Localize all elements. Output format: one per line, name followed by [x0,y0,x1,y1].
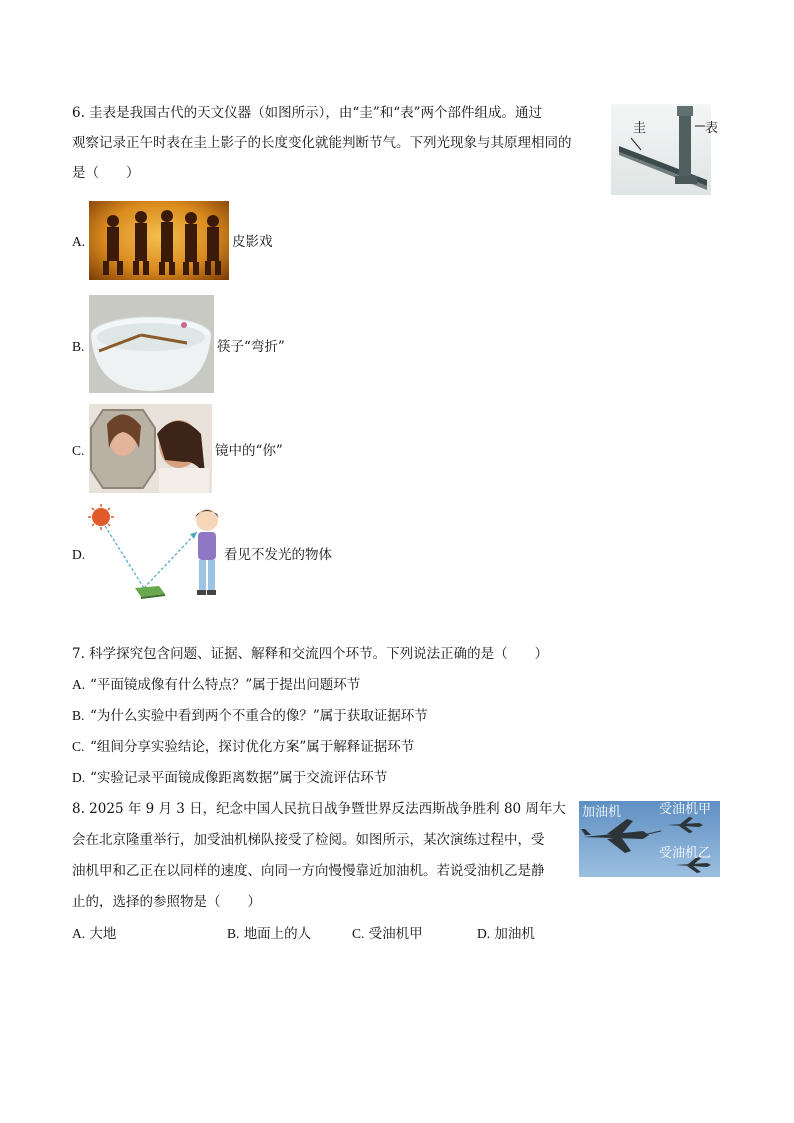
q8-option-a-text: 大地 [89,926,117,942]
q7-option-b-letter: B. [72,708,85,723]
guibiao-illustration [611,104,711,195]
q8-stem-line3: 油机甲和乙正在以同样的速度、向同一方向慢慢靠近加油机。若说受油机乙是静 [72,863,545,879]
q6-option-d-letter: D. [72,547,86,562]
q8-option-b-text: 地面上的人 [243,926,312,942]
q8-option-d [477,925,535,943]
q8-option-d-text: 加油机 [494,926,535,942]
receiver-jia-label: 受油机甲 [659,802,712,817]
receiver-jia-icon [667,817,703,833]
q6-option-b-text: 筷子“弯折” [217,339,285,355]
sun-book-person-figure [89,502,224,604]
reflection-diagram [89,502,224,604]
q7-option-d-letter: D. [72,770,86,785]
q6-option-c-text: 镜中的“你” [215,443,283,459]
q6-option-a-text: 皮影戏 [232,234,273,250]
tanker-aircraft-icon [581,819,649,853]
q7-option-c-text: “组间分享实验结论，探讨优化方案”属于解释证据环节 [90,739,415,755]
tanker-label: 加油机 [582,805,622,820]
q7-option-b-text: “为什么实验中看到两个不重合的像？”属于获取证据环节 [90,708,428,724]
q6-option-a-letter: A. [72,234,86,249]
gui-label: 圭 [633,121,647,136]
q6-option-b-letter: B. [72,339,85,354]
q7-option-d-text: “实验记录平面镜成像距离数据”属于交流评估环节 [90,770,388,786]
shadow-puppets [89,201,229,280]
q8-option-a [72,925,116,943]
q7-stem: 7. 科学探究包含问题、证据、解释和交流四个环节。下列说法正确的是（ ） [72,646,549,662]
q7-option-a-letter: A. [72,677,86,692]
q8-stem-line2: 会在北京隆重举行，加受油机梯队接受了检阅。如图所示，某次演练过程中，受 [72,832,545,848]
q6-stem-line2: 观察记录正午时表在圭上影子的长度变化就能判断节气。下列光现象与其原理相同的 [72,135,572,151]
shadow-puppet-image [89,201,229,280]
bowl-with-chopstick [89,295,214,393]
q8-option-c-text: 受油机甲 [368,926,423,942]
mirror-image [89,404,212,493]
biao-label: 表 [705,121,719,136]
chopstick-bowl-image [89,295,214,393]
mirror-reflection [89,404,212,493]
q8-stem-line4: 止的，选择的参照物是（ ） [72,894,261,910]
q6-stem-line1: 6. 圭表是我国古代的天文仪器（如图所示），由“圭”和“表”两个部件组成。通过 [72,105,543,121]
book-icon [135,586,165,599]
guibiao-figure [611,104,719,195]
receiver-yi-label: 受油机乙 [659,846,712,861]
q8-option-b [227,925,311,943]
q8-option-d-letter: D. [477,926,491,941]
q6-option-d-text: 看见不发光的物体 [224,547,332,563]
refueling-aircraft-image [579,801,720,877]
q8-option-a-letter: A. [72,926,86,941]
q7-option-c-letter: C. [72,739,85,754]
q8-option-b-letter: B. [227,926,240,941]
q6-option-c-letter: C. [72,443,85,458]
q6-stem-line3: 是（ ） [72,165,140,181]
child-icon [195,509,219,595]
q8-stem-line1: 8. 2025 年 9 月 3 日，纪念中国人民抗日战争暨世界反法西斯战争胜利 80 周年大 [72,801,566,817]
sun-icon [88,504,114,530]
q8-option-c [352,925,423,943]
q8-option-c-letter: C. [352,926,365,941]
q7-option-a-text: “平面镜成像有什么特点？”属于提出问题环节 [90,677,361,693]
